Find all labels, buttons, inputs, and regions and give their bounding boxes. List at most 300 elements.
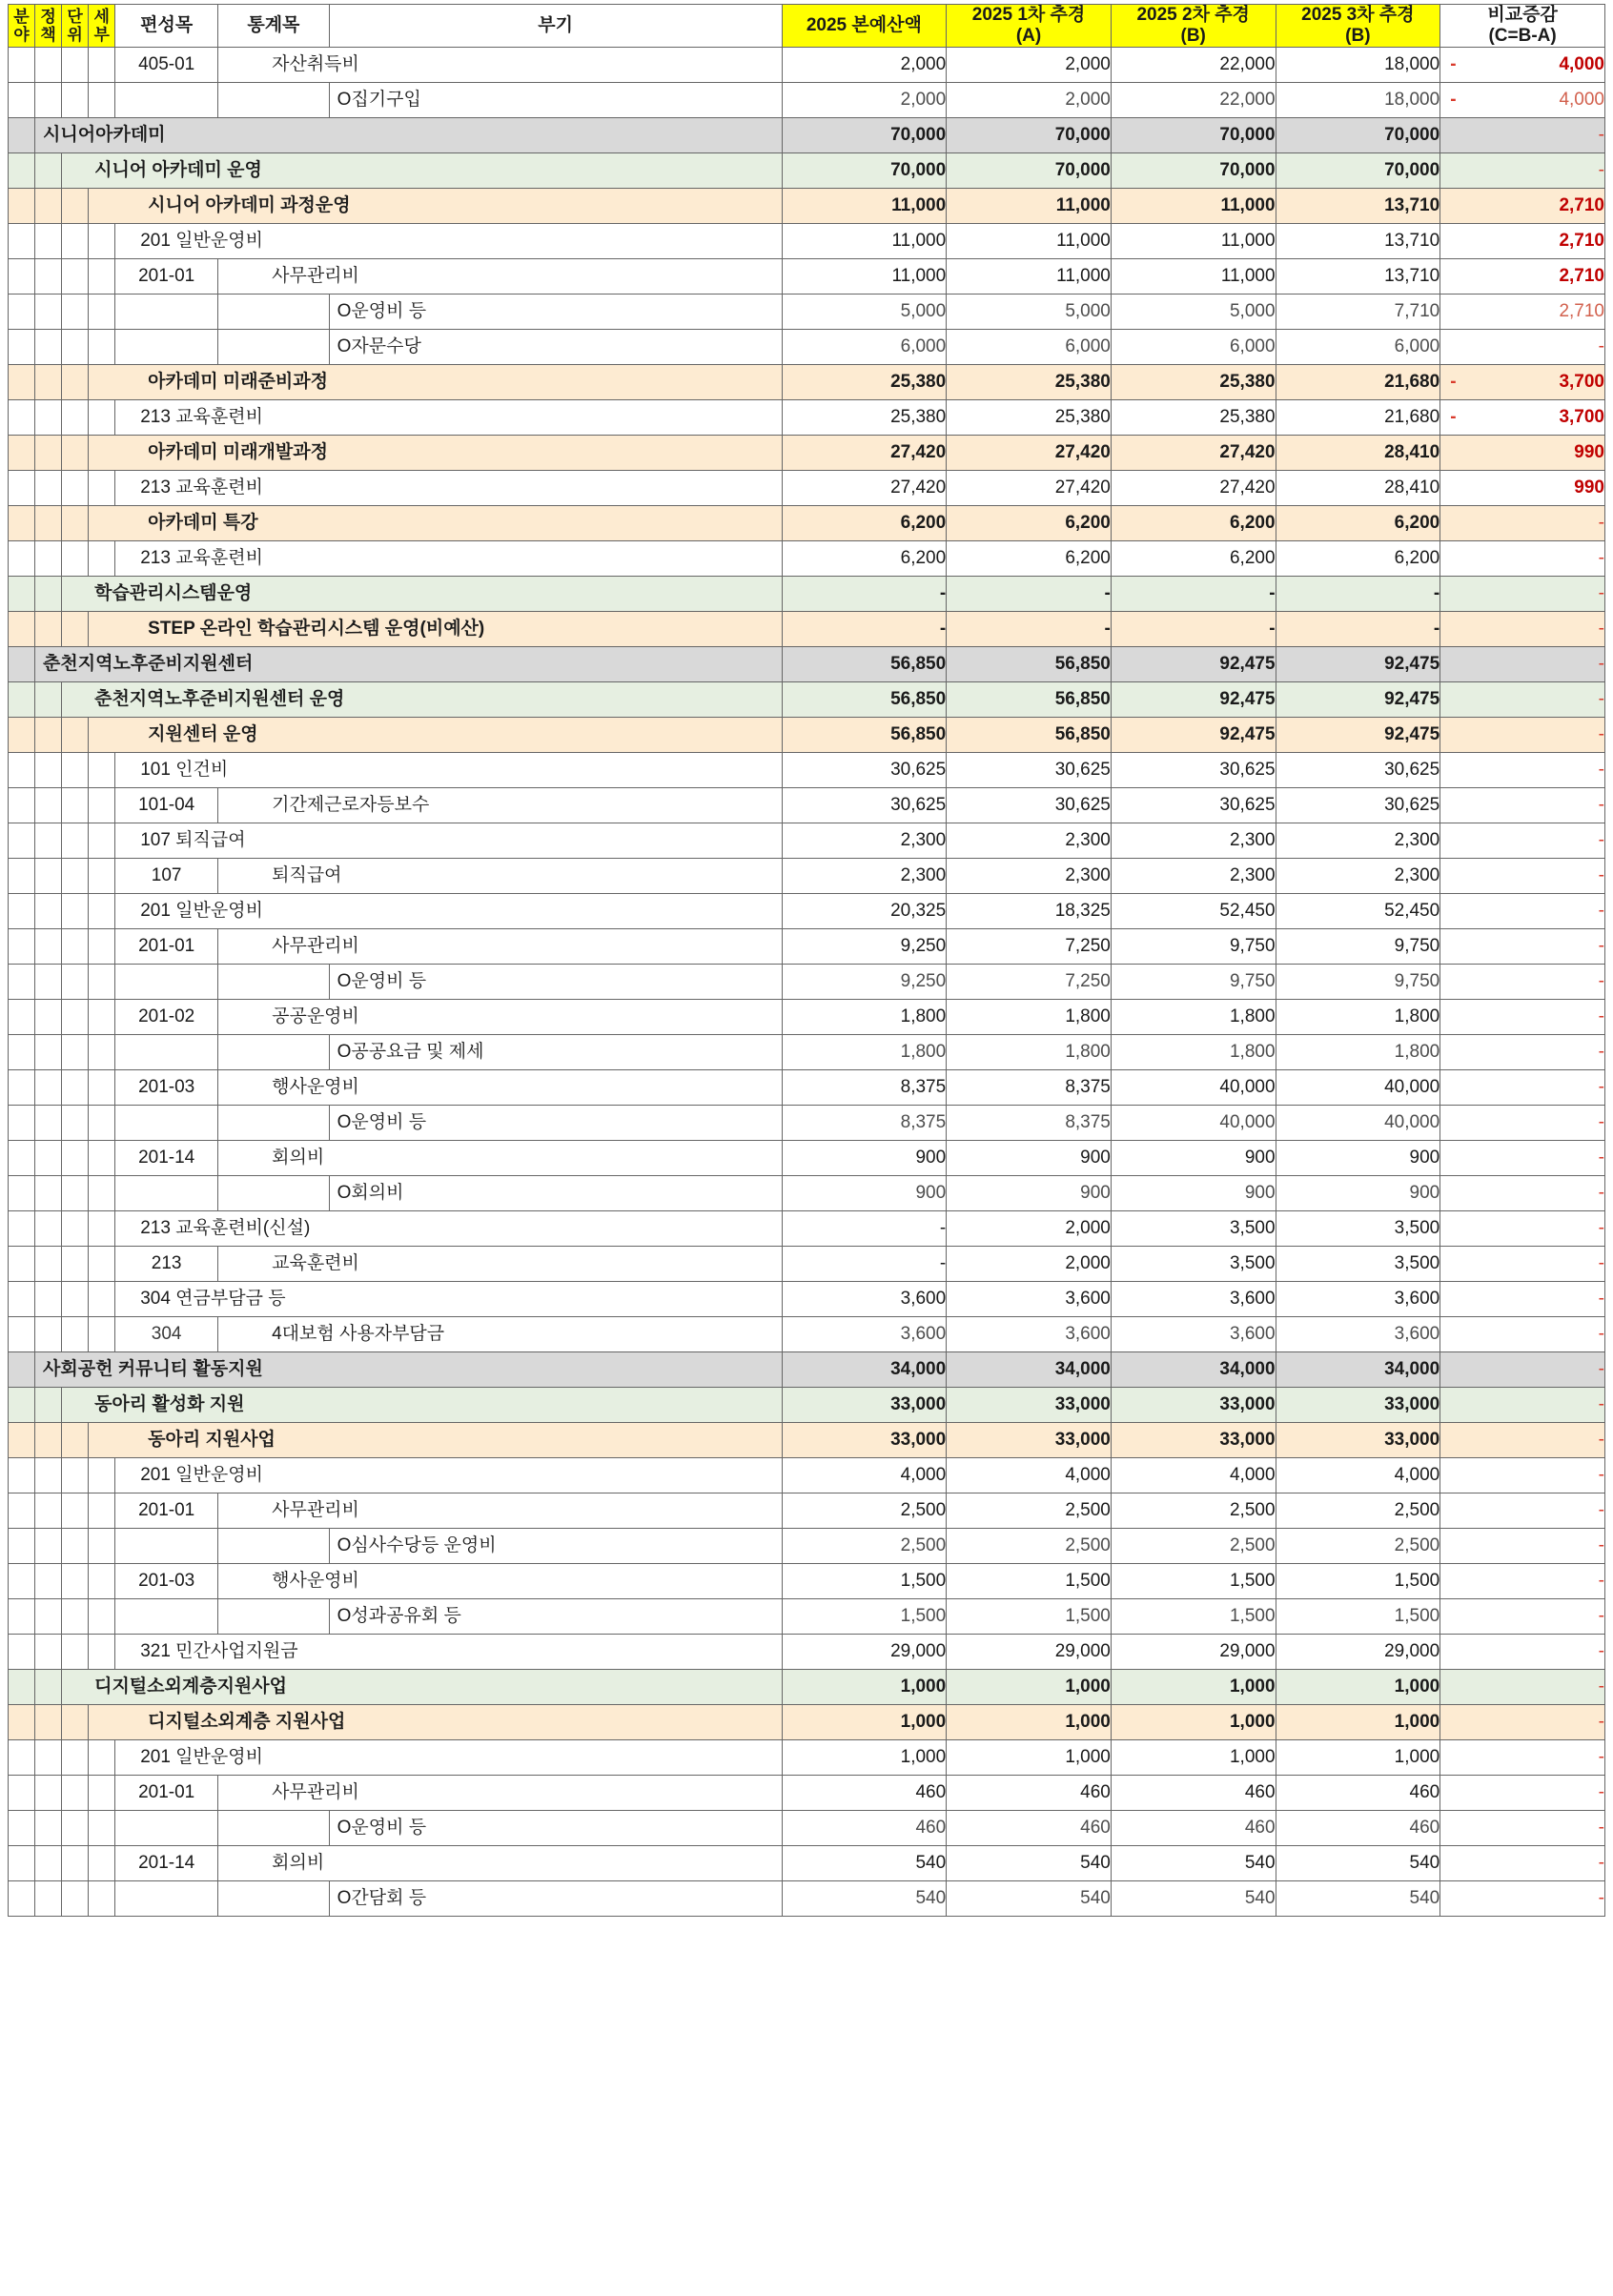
amount-cell-1: 4,000 [782,1457,947,1493]
amount-cell-3: 22,000 [1111,47,1276,82]
amount-cell-2: 8,375 [947,1105,1112,1140]
amount-cell-3: 2,500 [1111,1528,1276,1563]
table-row [9,399,1605,435]
tonggyemok-name-cell: 회의비 [218,1845,782,1880]
cell-bunya [35,1880,62,1916]
table-row [9,1775,1605,1810]
cell-bunya [9,787,35,823]
diff-cell [1440,999,1605,1034]
diff-cell [1440,1246,1605,1281]
amount-cell-3: 900 [1111,1175,1276,1210]
amount-cell-1: 1,500 [782,1598,947,1634]
tonggyemok-name-cell: 퇴직급여 [218,858,782,893]
amount-cell-3: 92,475 [1111,717,1276,752]
diff-dash: - [1598,1817,1604,1838]
amount-cell-3: 5,000 [1111,294,1276,329]
cell-bunya [62,1775,89,1810]
amount-cell-1: 20,325 [782,893,947,928]
col-pyeonseongmok: 편성목 [115,5,218,48]
cell-bunya [115,294,218,329]
cell-bunya [89,82,115,117]
amount-cell-3: 1,500 [1111,1563,1276,1598]
cell-bunya [35,223,62,258]
table-row [9,1493,1605,1528]
cell-bunya [62,329,89,364]
amount-cell-3: 3,600 [1111,1316,1276,1351]
diff-cell [1440,470,1605,505]
pyeonseongmok-cell: 213 교육훈련비 [115,540,782,576]
cell-bunya [9,964,35,999]
diff-cell [1440,964,1605,999]
amount-cell-4: 6,200 [1276,505,1440,540]
diff-cell [1440,928,1605,964]
diff-value: 3,700 [1559,406,1604,427]
amount-cell-4: - [1276,611,1440,646]
cell-bunya [35,1563,62,1598]
diff-dash: - [1598,1252,1604,1273]
amount-cell-3: 6,200 [1111,540,1276,576]
table-row [9,1140,1605,1175]
diff-dash: - [1598,618,1604,639]
cell-bunya [89,1175,115,1210]
diff-cell [1440,1810,1605,1845]
amount-cell-2: 3,600 [947,1316,1112,1351]
amount-cell-1: 540 [782,1880,947,1916]
cell-bunya [9,646,35,681]
amount-cell-2: 6,200 [947,540,1112,576]
cell-bunya [9,999,35,1034]
amount-cell-1: 34,000 [782,1351,947,1387]
diff-dash: - [1598,1852,1604,1873]
cell-bunya [89,787,115,823]
cell-bunya [9,223,35,258]
amount-cell-2: 2,500 [947,1493,1112,1528]
cell-bunya [9,1422,35,1457]
diff-cell [1440,787,1605,823]
diff-dash: - [1598,653,1604,674]
cell-bunya [9,1351,35,1387]
cell-bunya [62,470,89,505]
tonggyemok-name-cell: 공공운영비 [218,999,782,1034]
cell-bunya [89,1281,115,1316]
pyeonseongmok-cell: 213 교육훈련비(신설) [115,1210,782,1246]
amount-cell-4: 7,710 [1276,294,1440,329]
amount-cell-1: 8,375 [782,1105,947,1140]
diff-cell [1440,1457,1605,1493]
diff-cell [1440,1281,1605,1316]
amount-cell-3: 540 [1111,1880,1276,1916]
amount-cell-1: 33,000 [782,1387,947,1422]
amount-cell-2: 34,000 [947,1351,1112,1387]
amount-cell-1: 56,850 [782,646,947,681]
detail-name-cell: 지원센터 운영 [89,717,782,752]
pyeonseongmok-cell: 107 퇴직급여 [115,823,782,858]
cell-bunya [218,1175,330,1210]
cell-bunya [62,294,89,329]
amount-cell-2: 33,000 [947,1387,1112,1422]
table-body [9,47,1605,1916]
amount-cell-1: 460 [782,1810,947,1845]
amount-cell-4: 540 [1276,1880,1440,1916]
amount-cell-4: 540 [1276,1845,1440,1880]
cell-bunya [9,1669,35,1704]
detail-name-cell: 아카데미 미래준비과정 [89,364,782,399]
cell-bunya [89,1457,115,1493]
unit-name-cell: 춘천지역노후준비지원센터 운영 [62,681,782,717]
cell-bunya [89,1845,115,1880]
bugi-cell: O간담회 등 [329,1880,782,1916]
cell-bunya [35,823,62,858]
diff-cell [1440,823,1605,858]
diff-dash: - [1598,1006,1604,1026]
cell-bunya [35,787,62,823]
diff-cell [1440,1069,1605,1105]
cell-bunya [35,1775,62,1810]
amount-cell-1: 2,500 [782,1528,947,1563]
tonggyemok-code-cell: 201-01 [115,1775,218,1810]
amount-cell-4: 92,475 [1276,717,1440,752]
diff-cell [1440,1210,1605,1246]
amount-cell-4: 2,500 [1276,1493,1440,1528]
amount-cell-1: 11,000 [782,223,947,258]
amount-cell-1: 540 [782,1845,947,1880]
amount-cell-4: 2,300 [1276,823,1440,858]
amount-cell-1: 3,600 [782,1316,947,1351]
amount-cell-2: 2,300 [947,823,1112,858]
amount-cell-3: 900 [1111,1140,1276,1175]
cell-bunya [9,47,35,82]
cell-bunya [9,399,35,435]
cell-bunya [35,999,62,1034]
amount-cell-3: 33,000 [1111,1422,1276,1457]
diff-cell [1440,329,1605,364]
amount-cell-4: 9,750 [1276,964,1440,999]
tonggyemok-code-cell: 304 [115,1316,218,1351]
amount-cell-3: 1,500 [1111,1598,1276,1634]
amount-cell-4: 13,710 [1276,188,1440,223]
diff-minus-sign: - [1450,89,1457,110]
amount-cell-4: 13,710 [1276,223,1440,258]
amount-cell-4: 3,600 [1276,1281,1440,1316]
cell-bunya [9,470,35,505]
col-tonggyemok: 통계목 [218,5,330,48]
amount-cell-4: 28,410 [1276,470,1440,505]
amount-cell-3: 70,000 [1111,152,1276,188]
cell-bunya [35,1845,62,1880]
cell-bunya [35,1422,62,1457]
tonggyemok-code-cell: 201-02 [115,999,218,1034]
amount-cell-4: 92,475 [1276,646,1440,681]
diff-dash: - [1598,159,1604,180]
table-row [9,787,1605,823]
amount-cell-2: 3,600 [947,1281,1112,1316]
cell-bunya [35,1281,62,1316]
pyeonseongmok-cell: 201 일반운영비 [115,223,782,258]
amount-cell-2: 1,800 [947,999,1112,1034]
col-supp-3 [1276,5,1440,48]
table-row [9,258,1605,294]
amount-cell-1: 2,000 [782,82,947,117]
cell-bunya [62,611,89,646]
cell-bunya [62,435,89,470]
cell-bunya [62,1563,89,1598]
cell-bunya [218,1810,330,1845]
amount-cell-1: 27,420 [782,470,947,505]
table-row [9,82,1605,117]
cell-bunya [218,82,330,117]
col-sebu [89,5,115,48]
table-row [9,540,1605,576]
amount-cell-3: 9,750 [1111,928,1276,964]
diff-cell [1440,117,1605,152]
diff-dash: - [1598,1499,1604,1520]
cell-bunya [35,858,62,893]
cell-bunya [35,505,62,540]
amount-cell-2: 56,850 [947,717,1112,752]
tonggyemok-code-cell: 201-03 [115,1563,218,1598]
amount-cell-3: 11,000 [1111,223,1276,258]
cell-bunya [9,1563,35,1598]
amount-cell-4: 900 [1276,1175,1440,1210]
amount-cell-1: 1,000 [782,1669,947,1704]
cell-bunya [35,1140,62,1175]
cell-bunya [62,823,89,858]
amount-cell-4: 21,680 [1276,399,1440,435]
diff-dash: - [1598,1358,1604,1379]
cell-bunya [9,717,35,752]
diff-cell [1440,1105,1605,1140]
table-header [9,5,1605,48]
diff-dash: - [1598,1605,1604,1626]
col-supp-2-l2: (B) [1180,25,1206,46]
cell-bunya [35,1634,62,1669]
table-row [9,1316,1605,1351]
cell-bunya [89,893,115,928]
cell-bunya [35,1528,62,1563]
diff-dash: - [1598,1393,1604,1414]
cell-bunya [89,294,115,329]
amount-cell-3: 3,500 [1111,1246,1276,1281]
diff-dash: - [1598,1217,1604,1238]
diff-dash: - [1598,512,1604,533]
amount-cell-3: 30,625 [1111,787,1276,823]
diff-cell [1440,188,1605,223]
cell-bunya [115,1175,218,1210]
cell-bunya [89,223,115,258]
cell-bunya [35,258,62,294]
pyeonseongmok-cell: 101 인건비 [115,752,782,787]
diff-dash: - [1598,935,1604,956]
amount-cell-1: 25,380 [782,364,947,399]
diff-cell [1440,540,1605,576]
col-diff [1440,5,1605,48]
amount-cell-3: 1,800 [1111,1034,1276,1069]
amount-cell-1: 1,000 [782,1739,947,1775]
diff-value: 4,000 [1559,53,1604,74]
header-row [9,5,1605,48]
cell-bunya [62,258,89,294]
cell-bunya [9,1598,35,1634]
amount-cell-3: 11,000 [1111,258,1276,294]
cell-bunya [35,329,62,364]
diff-cell [1440,1598,1605,1634]
cell-bunya [62,928,89,964]
col-danwi-l2: 위 [67,25,83,44]
amount-cell-3: 30,625 [1111,752,1276,787]
amount-cell-3: 3,500 [1111,1210,1276,1246]
amount-cell-2: 540 [947,1845,1112,1880]
amount-cell-1: 6,200 [782,540,947,576]
cell-bunya [35,717,62,752]
diff-dash: - [1598,1711,1604,1732]
bugi-cell: O운영비 등 [329,1810,782,1845]
amount-cell-1: 6,000 [782,329,947,364]
amount-cell-4: 3,500 [1276,1210,1440,1246]
cell-bunya [115,82,218,117]
diff-dash: - [1598,1534,1604,1555]
table-row [9,505,1605,540]
cell-bunya [35,1210,62,1246]
amount-cell-1: 27,420 [782,435,947,470]
col-sebu-l1: 세 [93,7,110,26]
amount-cell-3: 33,000 [1111,1387,1276,1422]
cell-bunya [35,964,62,999]
cell-bunya [35,1669,62,1704]
cell-bunya [62,964,89,999]
cell-bunya [62,1246,89,1281]
amount-cell-4: 3,600 [1276,1316,1440,1351]
amount-cell-4: 460 [1276,1810,1440,1845]
amount-cell-4: 40,000 [1276,1069,1440,1105]
diff-cell [1440,611,1605,646]
tonggyemok-code-cell: 201-01 [115,928,218,964]
cell-bunya [35,1246,62,1281]
amount-cell-1: 9,250 [782,928,947,964]
cell-bunya [218,1528,330,1563]
amount-cell-2: 2,000 [947,82,1112,117]
amount-cell-2: - [947,576,1112,611]
amount-cell-4: 1,800 [1276,1034,1440,1069]
cell-bunya [35,893,62,928]
diff-dash: - [1598,829,1604,850]
bugi-cell: O운영비 등 [329,294,782,329]
cell-bunya [35,1457,62,1493]
table-row [9,1598,1605,1634]
amount-cell-2: 1,800 [947,1034,1112,1069]
col-diff-l2: (C=B-A) [1488,25,1557,46]
cell-bunya [62,893,89,928]
table-row [9,1669,1605,1704]
col-sebu-l2: 부 [93,25,110,44]
bugi-cell: O운영비 등 [329,964,782,999]
amount-cell-4: 1,500 [1276,1563,1440,1598]
cell-bunya [35,47,62,82]
amount-cell-3: 6,000 [1111,329,1276,364]
table-row [9,1563,1605,1598]
unit-name-cell: 동아리 활성화 지원 [62,1387,782,1422]
policy-name-cell: 시니어아카데미 [35,117,782,152]
amount-cell-2: 1,000 [947,1669,1112,1704]
cell-bunya [89,1493,115,1528]
col-jeongchaek-l1: 정 [40,7,56,26]
unit-name-cell: 디지털소외계층지원사업 [62,1669,782,1704]
cell-bunya [9,1034,35,1069]
cell-bunya [115,1528,218,1563]
table-row [9,223,1605,258]
cell-bunya [89,540,115,576]
unit-name-cell: 학습관리시스템운영 [62,576,782,611]
diff-cell [1440,82,1605,117]
amount-cell-3: 25,380 [1111,399,1276,435]
cell-bunya [89,258,115,294]
amount-cell-4: 70,000 [1276,117,1440,152]
bugi-cell: O운영비 등 [329,1105,782,1140]
amount-cell-4: - [1276,576,1440,611]
diff-cell [1440,258,1605,294]
tonggyemok-code-cell: 405-01 [115,47,218,82]
diff-cell [1440,1387,1605,1422]
cell-bunya [89,1739,115,1775]
cell-bunya [62,47,89,82]
cell-bunya [35,1739,62,1775]
tonggyemok-name-cell: 행사운영비 [218,1069,782,1105]
cell-bunya [9,1246,35,1281]
cell-bunya [62,1598,89,1634]
diff-dash: - [1598,1464,1604,1485]
cell-bunya [62,1634,89,1669]
diff-value: 4,000 [1559,89,1604,110]
amount-cell-2: 460 [947,1810,1112,1845]
diff-cell [1440,1140,1605,1175]
amount-cell-2: 11,000 [947,188,1112,223]
cell-bunya [89,470,115,505]
amount-cell-1: 29,000 [782,1634,947,1669]
table-row [9,435,1605,470]
amount-cell-3: 34,000 [1111,1351,1276,1387]
cell-bunya [89,928,115,964]
diff-cell [1440,1175,1605,1210]
col-supp-1-l2: (A) [1015,25,1042,46]
cell-bunya [35,576,62,611]
diff-cell [1440,364,1605,399]
amount-cell-2: 18,325 [947,893,1112,928]
diff-dash: - [1598,759,1604,780]
cell-bunya [89,1034,115,1069]
amount-cell-4: 460 [1276,1775,1440,1810]
tonggyemok-code-cell: 201-14 [115,1140,218,1175]
diff-dash: - [1598,1041,1604,1062]
amount-cell-3: 22,000 [1111,82,1276,117]
table-row [9,1880,1605,1916]
table-row [9,681,1605,717]
diff-dash: - [1598,547,1604,568]
cell-bunya [62,999,89,1034]
cell-bunya [62,1810,89,1845]
detail-name-cell: STEP 온라인 학습관리시스템 운영(비예산) [89,611,782,646]
col-danwi-l1: 단 [67,7,83,26]
diff-cell [1440,294,1605,329]
cell-bunya [9,1810,35,1845]
cell-bunya [9,611,35,646]
table-row [9,1175,1605,1210]
table-row [9,1351,1605,1387]
cell-bunya [89,1316,115,1351]
table-row [9,752,1605,787]
cell-bunya [115,1598,218,1634]
cell-bunya [89,1810,115,1845]
amount-cell-3: 29,000 [1111,1634,1276,1669]
diff-dash: - [1598,1076,1604,1097]
